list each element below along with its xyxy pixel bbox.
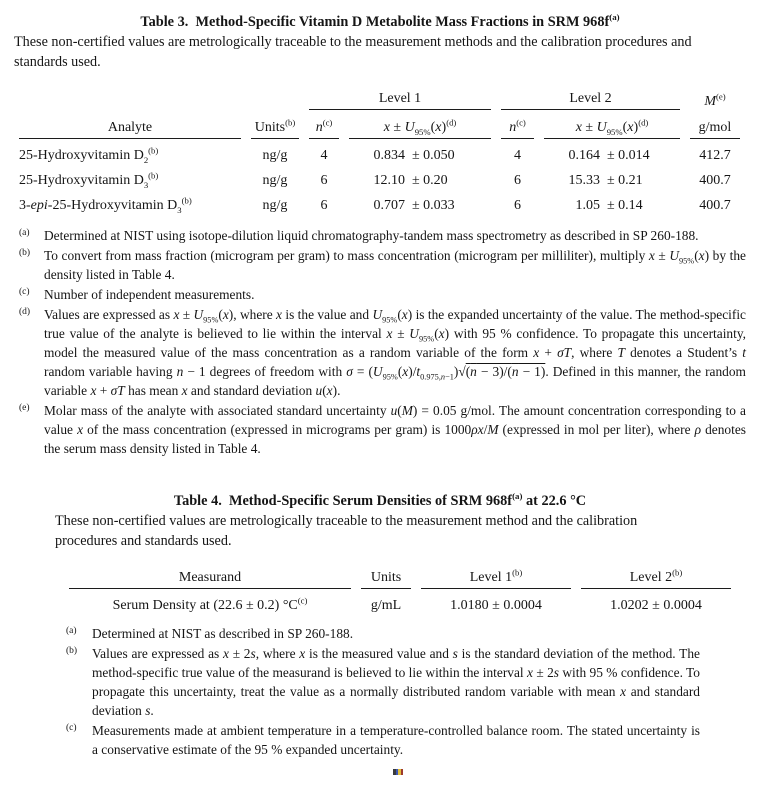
level1-group-header: Level 1 [304, 85, 496, 114]
level2-value-cell: 1.0202 ± 0.0004 [610, 597, 702, 613]
footnote-marker: (b) [19, 247, 31, 258]
table-row [14, 143, 745, 168]
footnote-text: Values are expressed as $x \pm U_{95\%}(x)$, where x is the value and $U_{95\%}(x)$ is the expanded uncertainty of the value. The method-specific true value of the analyte is believed to lie within the interval $x \pm U_{95\%}(x)$ with 95 % confidence. To propagate this uncertainty, model the measured value of the mass concentration as a random variable of the form x + σT, where T denotes a Student’s t random variable having n − 1 degrees of freedom with $\sigma = (U_{95\%}(x)/t_{0.975,n-1})√(n - 3)/(n - 1)$. Defined in this manner, the random variable x + σT has mean x and standard deviation u(x). [44, 306, 747, 398]
n-column-header-level2: $n^{(c)}$ [496, 114, 539, 143]
value-cell-level2: 1.05 ± 0.14 [575, 197, 643, 213]
table3-intro: These non-certified values are metrologically traceable to the measurement methods and the calibration procedures and standards used. [14, 34, 692, 70]
value-cell-level1: 0.834 ± 0.050 [373, 147, 455, 163]
value-cell-level1: 12.10 ± 0.20 [373, 172, 448, 188]
units-cell: ng/g [262, 197, 288, 213]
value-column-header-level1: $x \pm U_{95\%}(x)^{(d)}$ [344, 114, 496, 143]
value-cell-level2: 15.33 ± 0.21 [568, 172, 643, 188]
level1-value-cell: 1.0180 ± 0.0004 [450, 597, 542, 613]
analyte-cell: 25-Hydroxyvitamin $D_3^{(b)}$ [19, 170, 159, 190]
footnote-text: Measurements made at ambient temperature in a temperature-controlled balance room. The stated uncertainty is a conservative estimate of the 95 % expanded uncertainty. [92, 723, 700, 758]
footnote-marker: (c) [66, 723, 77, 734]
table3-title: Table 3. Method-Specific Vitamin D Metabolite Mass Fractions in SRM $968f^{(a)}$ [140, 12, 620, 30]
units-column-header: Units$^{(b)}$ [246, 114, 304, 143]
table-row [14, 193, 745, 218]
molar-mass-cell: 400.7 [699, 197, 731, 213]
analyte-cell: 25-Hydroxyvitamin $D_2^{(b)}$ [19, 145, 159, 165]
footer-color-mark-icon [393, 769, 403, 775]
measurand-column-header: Measurand [64, 564, 356, 593]
section-spacer [14, 459, 746, 489]
footnote-marker: (c) [19, 286, 30, 297]
analyte-cell: 3-epi-25-Hydroxyvitamin $D_3^{(b)}$ [19, 195, 192, 215]
n-cell-level2: 6 [514, 172, 521, 188]
table-row [64, 593, 736, 618]
n-cell-level1: 6 [320, 197, 328, 213]
table4-footnotes [14, 624, 746, 759]
footnote-marker: (e) [19, 403, 30, 414]
footnote-text: To convert from mass fraction (microgram per gram) to mass concentration (microgram per milliliter), multiply $x \pm U_{95\%}(x)$ by the density listed in Table 4. [44, 247, 746, 282]
footnote [14, 226, 746, 245]
n-cell-level2: 4 [514, 147, 521, 163]
molar-mass-header-bottom: g/mol [685, 114, 745, 143]
measurand-cell: Serum Density at (22.6 ± 0.2) $^\circ C^{(c)}$ [112, 595, 308, 613]
footnote-marker: (b) [66, 645, 78, 656]
units-cell: ng/g [262, 147, 288, 163]
table4-intro: These non-certified values are metrologically traceable to the measurement method and the calibration procedures and standards used. [55, 513, 638, 549]
table4-column-header-row [64, 564, 736, 593]
footnote [14, 305, 746, 400]
n-column-header-level1: $n^{(c)}$ [304, 114, 344, 143]
footnote-text: Molar mass of the analyte with associated standard uncertainty u(M) = 0.05 g/mol. The amount concentration corresponding to a value x of the mass concentration (expressed in micrograms per gram) is 1000ρx/M (expressed in mol per liter), where ρ denotes the serum mass density listed in Table 4. [44, 403, 746, 457]
footnote [62, 644, 700, 720]
footnote [14, 246, 746, 284]
table3-footnotes [14, 226, 746, 458]
table3-section [14, 14, 746, 458]
units-cell: g/mL [370, 597, 402, 613]
footnote-text: Determined at NIST as described in SP 260-188. [92, 625, 354, 641]
table-row [14, 168, 745, 193]
value-column-header-level2: $x \pm U_{95\%}(x)^{(d)}$ [539, 114, 685, 143]
molar-mass-cell: 412.7 [699, 147, 731, 163]
footnote [62, 624, 700, 643]
table4-section [14, 493, 746, 759]
level1-column-header: Level 1$^{(b)}$ [416, 564, 576, 593]
table3 [14, 85, 745, 218]
analyte-column-header: Analyte [14, 114, 246, 143]
table3-group-header-row [14, 85, 745, 114]
molar-mass-cell: 400.7 [699, 172, 731, 188]
units-cell: ng/g [262, 172, 288, 188]
n-cell-level1: 4 [320, 147, 328, 163]
level2-column-header: Level 2$^{(b)}$ [576, 564, 736, 593]
footnote [14, 285, 746, 304]
footnote-text: Number of independent measurements. [44, 286, 255, 302]
n-cell-level2: 6 [514, 197, 521, 213]
value-cell-level1: 0.707 ± 0.033 [373, 197, 455, 213]
units-column-header: Units [356, 564, 416, 593]
table4 [64, 564, 736, 618]
footnote [14, 401, 746, 458]
footnote-marker: (d) [19, 306, 31, 317]
value-cell-level2: 0.164 ± 0.014 [568, 147, 650, 163]
footer-stripe [401, 769, 404, 775]
n-cell-level1: 6 [320, 172, 328, 188]
level2-group-header: Level 2 [496, 85, 685, 114]
footnote-marker: (a) [19, 227, 30, 238]
footnote-text: Values are expressed as x ± 2s, where x is the measured value and s is the standard deviation of the method. The method-specific true value of the measurand is believed to lie within the interval x ± 2s with 95 % confidence. To propagate this uncertainty, treat the value as a normally distributed random variable with mean x and standard deviation s. [92, 645, 701, 718]
footnote-text: Determined at NIST using isotope-dilution liquid chromatography-tandem mass spectrometry as described in SP 260-188. [44, 227, 699, 243]
footnote-marker: (a) [66, 625, 77, 636]
molar-mass-header-top: $M^{(e)}$ [704, 91, 726, 109]
table3-column-header-row [14, 114, 745, 143]
table4-title: Table 4. Method-Specific Serum Densities of SRM $968f^{(a)}$ at 22.6 °C [173, 491, 587, 510]
footnote [62, 721, 700, 759]
